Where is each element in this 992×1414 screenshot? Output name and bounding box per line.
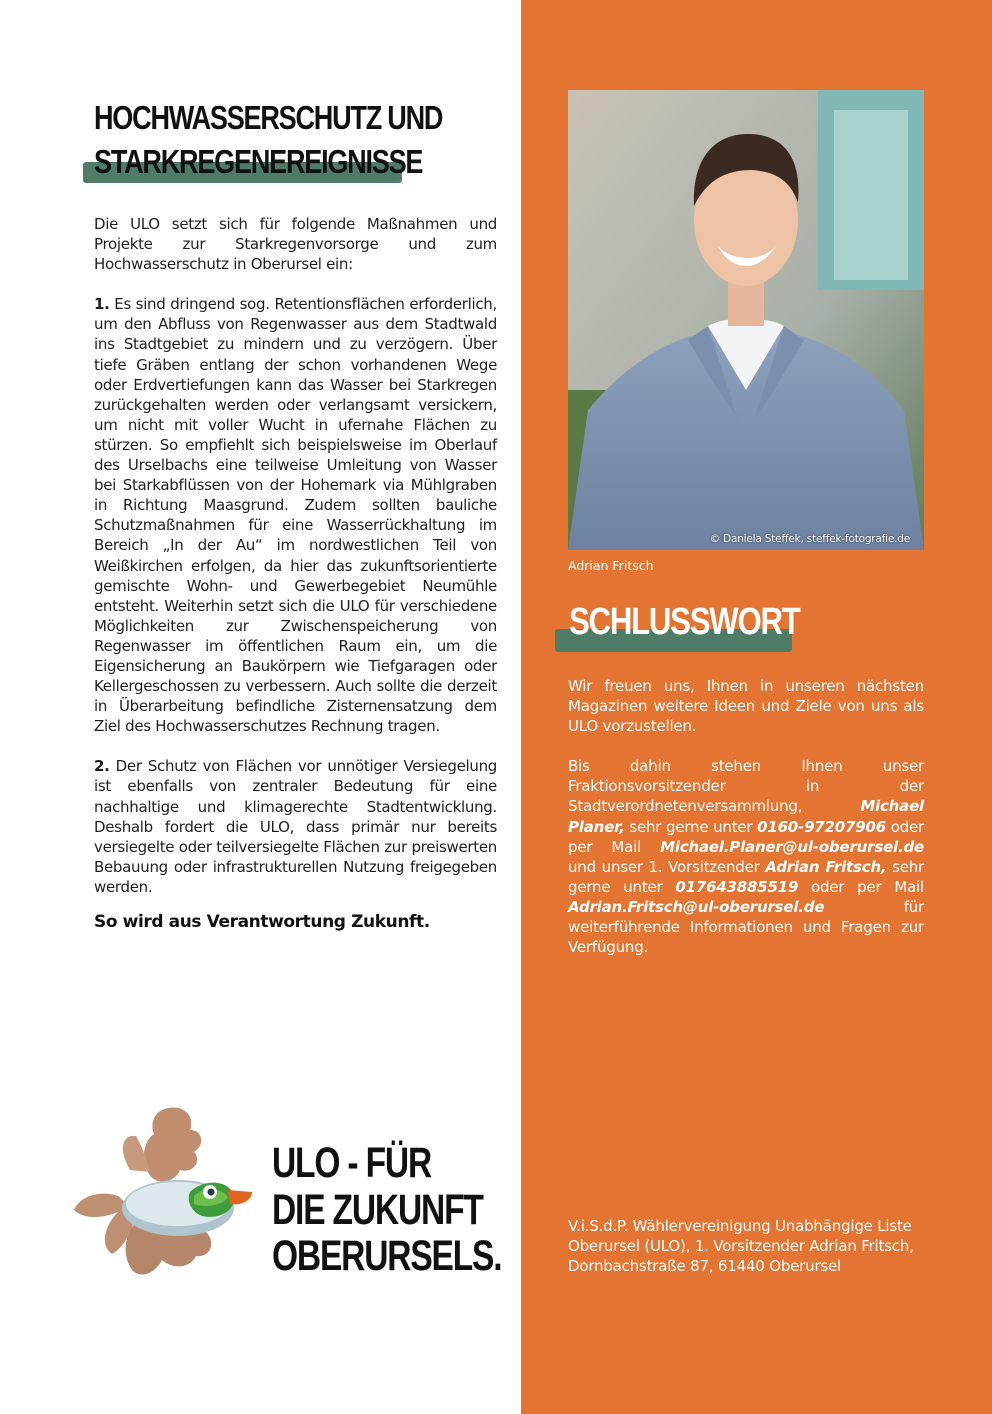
contact-phone-fritsch[interactable]: 017643885519: [675, 877, 799, 896]
slogan-line1: ULO - FÜR: [272, 1139, 432, 1187]
page-title: [94, 96, 442, 184]
slogan-line2: DIE ZUKUNFT: [272, 1185, 483, 1234]
bird-logo-icon: [70, 1100, 260, 1294]
page-title-line1: HOCHWASSERSCHUTZ UND: [94, 99, 443, 136]
closing-paragraph-2: [568, 756, 924, 957]
tagline: So wird aus Verantwortung Zukunft.: [94, 912, 430, 932]
p2-text-b: sehr gerne unter: [624, 817, 758, 836]
p2-text-g: für weiterführende Informationen und Fragen zur Verfügung.: [568, 897, 924, 957]
slogan-line3: OBERURSELS.: [272, 1232, 502, 1280]
point-2-number: 2.: [94, 757, 110, 776]
schlusswort-heading: SCHLUSSWORT: [569, 601, 800, 643]
photo-credit: © Daniela Steffek, steffek-fotografie.de: [709, 533, 910, 545]
point-1-number: 1.: [94, 295, 110, 314]
point-1-paragraph: [94, 294, 497, 736]
point-2-paragraph: [94, 756, 497, 897]
photo-caption: Adrian Fritsch: [568, 558, 654, 573]
contact-name-planer: Michael Planer,: [568, 797, 924, 836]
page-title-line2: STARKREGENEREIGNISSE: [94, 143, 423, 180]
portrait-photo: [568, 90, 924, 550]
slogan: [272, 1140, 501, 1280]
contact-phone-planer[interactable]: 0160-97207906: [757, 817, 886, 836]
closing-paragraph-1: Wir freuen uns, Ihnen in unseren nächsten Magazinen weitere Ideen und Ziele von uns als ULO vorzustellen.: [568, 677, 924, 736]
p2-text-e: sehr gerne unter: [568, 857, 925, 896]
article-body: [94, 214, 497, 917]
p2-text-a: Bis dahin stehen Ihnen unser Fraktionsvorsitzender in der Stadtverordnetenversammlung,: [568, 757, 924, 816]
point-2-text: Der Schutz von Flächen vor unnötiger Versiegelung ist ebenfalls von zentraler Bedeutung für eine nachhaltige und klimagerechte Stadtentwicklung. Deshalb fordert die ULO, dass primär nur bereits versiegelte oder teilversiegelte Flächen zur preiswerten Bebauung oder infrastrukturellen Nutzung freigegeben werden.: [94, 757, 497, 896]
p2-text-f: oder per Mail: [798, 877, 924, 896]
imprint: V.i.S.d.P. Wählervereinigung Unabhängige Liste Oberursel (ULO), 1. Vorsitzender Adrian Fritsch, Dornbachstraße 87, 61440 Oberursel: [568, 1217, 914, 1275]
contact-mail-planer[interactable]: Michael.Planer@ul-oberursel.de: [660, 837, 924, 856]
intro-paragraph: Die ULO setzt sich für folgende Maßnahmen und Projekte zur Starkregenvorsorge und zum Hochwasserschutz in Oberursel ein:: [94, 215, 497, 274]
p2-text-d: und unser 1. Vorsitzender: [568, 857, 766, 876]
contact-mail-fritsch[interactable]: Adrian.Fritsch@ul-oberursel.de: [568, 897, 825, 916]
point-1-text: Es sind dringend sog. Retentionsflächen erforderlich, um den Abfluss von Regenwasser aus dem Stadtwald ins Stadtgebiet zu mindern und zu verzögern. Über tiefe Gräben entlang der schon vorhandenen Wege oder Erdvertiefungen kann das Wasser bei Starkregen zurückgehalten werden oder verlangsamt versickern, um nicht mit voller Wucht in ufernahe Flächen zu stürzen. So empfiehlt sich beispielsweise im Oberlauf des Urselbachs eine teilweise Umleitung von Wasser bei Starkabflüssen von der Hohemark via Mühlgraben in Richtung Maasgrund. Zudem sollten bauliche Schutzmaßnahmen für eine Wasserrückhaltung im Bereich „In der Au“ im nordwestlichen Teil von Weißkirchen erfolgen, da hier das zukunftsorientierte gemischte Wohn- und Gewerbegebiet Neumühle entsteht. Weiterhin setzt sich die ULO für verschiedene Möglichkeiten zur Zwischenspeicherung von Regenwasser im öffentlichen Raum ein, um die Eigensicherung an Baukörpern wie Tiefgaragen oder Kellergeschossen zu verbessern. Auch sollte die derzeit in Überarbeitung befindliche Zisternensatzung dem Ziel des Hochwasserschutzes Rechnung tragen.: [94, 295, 497, 736]
contact-name-fritsch: Adrian Fritsch,: [765, 857, 887, 876]
p2-text-c: oder per Mail: [568, 817, 924, 856]
closing-text: [568, 676, 924, 977]
